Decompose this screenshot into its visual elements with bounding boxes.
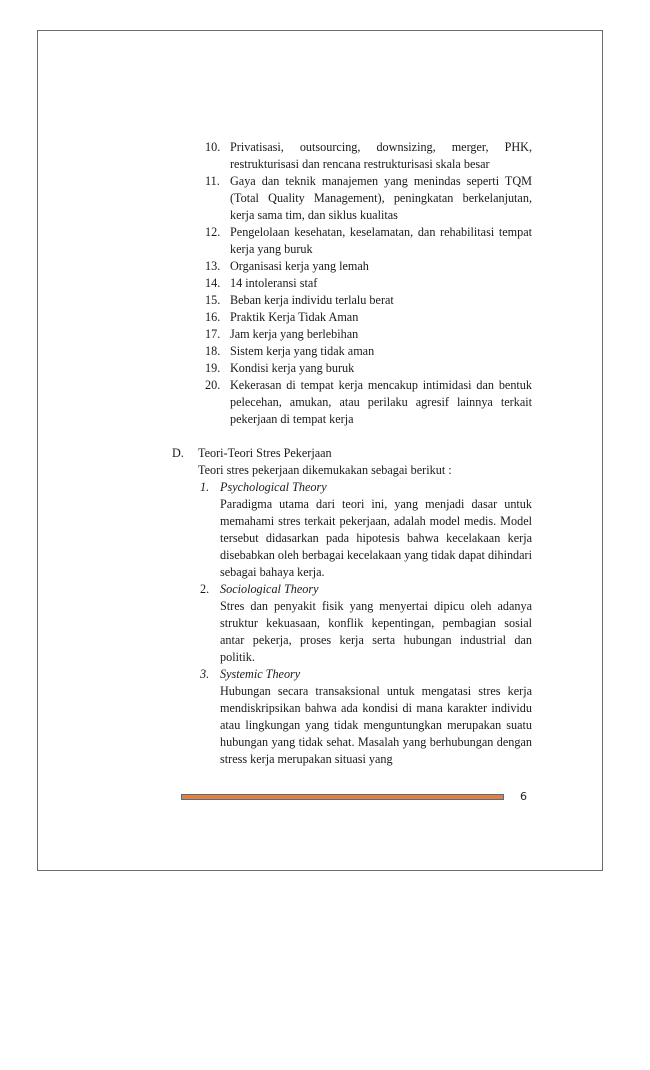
theory-title: Sociological Theory [220,582,319,596]
theory-body: Paradigma utama dari teori ini, yang menjadi dasar untuk memahami stres terkait pekerjaan, adalah model medis. Model tersebut didasarkan pada hipotesis bahwa kecelakaan kerja disebabkan oleh berbagai kecelakaan yang tidak dapat dihindari sebagai bahaya kerja. [220,497,532,579]
theory-item [200,581,532,666]
section-heading [172,445,532,462]
section-title: Teori-Teori Stres Pekerjaan [198,446,332,460]
list-item-number: 20. [205,378,221,392]
list-item-text: Kekerasan di tempat kerja mencakup intimidasi dan bentuk pelecehan, amukan, atau perilaku agresif lainnya terkait pekerjaan di tempat kerja [230,378,532,426]
list-item [205,139,532,173]
theory-item [200,666,532,768]
list-item [205,326,532,343]
theory-number: 1. [200,480,210,494]
list-item-text: 14 intoleransi staf [230,276,318,290]
list-item-number: 18. [205,344,221,358]
list-item [205,275,532,292]
list-item-text: Organisasi kerja yang lemah [230,259,369,273]
list-item-text: Pengelolaan kesehatan, keselamatan, dan rehabilitasi tempat kerja yang buruk [230,225,532,256]
footer-divider-bar [181,794,504,800]
list-item-number: 13. [205,259,221,273]
list-item-number: 16. [205,310,221,324]
list-item [205,309,532,326]
list-item-number: 15. [205,293,221,307]
page-number: 6 [520,790,527,803]
list-item-text: Privatisasi, outsourcing, downsizing, merger, PHK, restrukturisasi dan rencana restrukturisasi skala besar [230,140,532,171]
theory-body: Hubungan secara transaksional untuk mengatasi stres kerja mendiskripsikan bahwa ada kondisi di mana karakter individu atau lingkungan yang tidak menguntungkan merupakan suatu hubungan yang tidak sehat. Masalah yang berhubungan dengan stress kerja merupakan situasi yang [220,684,532,766]
list-item-number: 14. [205,276,221,290]
theory-title: Psychological Theory [220,480,327,494]
list-item [205,224,532,258]
stress-causes-list [205,139,532,428]
section-stress-theories [172,445,532,768]
list-item [205,292,532,309]
list-item-text: Praktik Kerja Tidak Aman [230,310,359,324]
list-item-number: 11. [205,174,220,188]
list-item-text: Beban kerja individu terlalu berat [230,293,394,307]
list-item [205,173,532,224]
list-item-text: Kondisi kerja yang buruk [230,361,355,375]
list-item [205,343,532,360]
theory-item [200,479,532,581]
list-item [205,377,532,428]
list-item-number: 19. [205,361,221,375]
theory-body: Stres dan penyakit fisik yang menyertai dipicu oleh adanya struktur kekuasaan, konflik kepentingan, pembagian sosial antar pekerja, proses kerja serta hubungan industrial dan politik. [220,599,532,664]
list-item-text: Sistem kerja yang tidak aman [230,344,375,358]
section-intro: Teori stres pekerjaan dikemukakan sebagai berikut : [198,463,452,477]
list-item-text: Jam kerja yang berlebihan [230,327,359,341]
list-item [205,360,532,377]
theory-number: 2. [200,582,210,596]
list-item-number: 12. [205,225,221,239]
theories-list [172,479,532,768]
theory-number: 3. [200,667,210,681]
section-letter: D. [172,446,184,460]
list-item [205,258,532,275]
list-item-number: 10. [205,140,221,154]
list-item-text: Gaya dan teknik manajemen yang menindas seperti TQM (Total Quality Management), peningkatan berkelanjutan, kerja sama tim, dan siklus kualitas [230,174,532,222]
list-item-number: 17. [205,327,221,341]
theory-title: Systemic Theory [220,667,301,681]
